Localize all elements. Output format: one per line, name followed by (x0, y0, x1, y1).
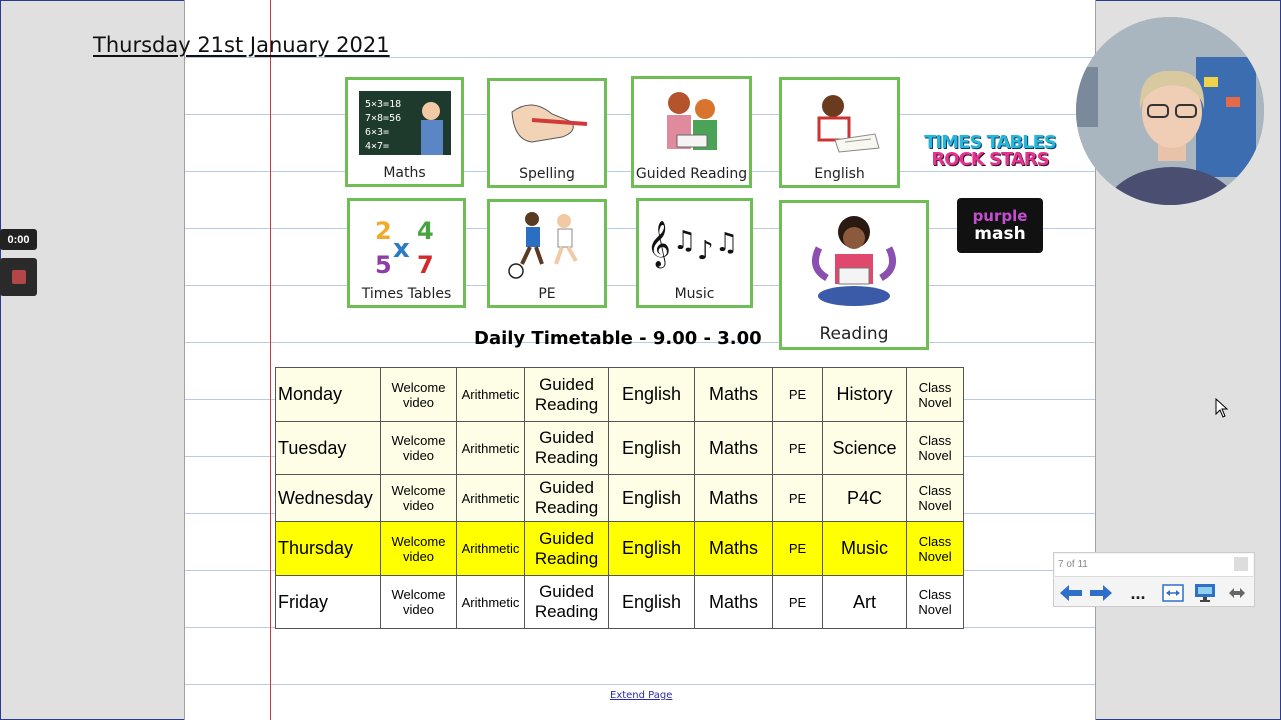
subject-card-pe[interactable] (487, 199, 607, 308)
arrow-right-icon (1088, 584, 1114, 602)
table-row (276, 475, 964, 522)
presenter-video-icon (1076, 17, 1264, 205)
svg-text:2: 2 (374, 216, 392, 245)
subject-label: Spelling (519, 166, 575, 182)
pager-close-box[interactable] (1234, 557, 1248, 571)
subject-label: English (814, 166, 865, 182)
table-cell: Welcome video (381, 522, 457, 576)
table-cell: English (609, 368, 695, 422)
subject-label: Maths (383, 165, 426, 181)
fit-width-button[interactable] (1158, 580, 1188, 606)
table-cell: Welcome video (381, 368, 457, 422)
monitor-icon (1194, 583, 1216, 603)
music-notes-icon (645, 213, 745, 275)
extend-page-link[interactable]: Extend Page (610, 690, 673, 701)
margin-line (270, 0, 271, 720)
table-row (276, 422, 964, 475)
table-cell: Arithmetic (457, 368, 525, 422)
svg-text:♫: ♫ (672, 225, 696, 256)
more-options-label: ... (1130, 582, 1146, 603)
svg-text:4×7=: 4×7= (364, 140, 389, 152)
table-cell: Maths (695, 475, 773, 522)
table-cell: Class Novel (907, 576, 964, 629)
table-cell: Class Novel (907, 475, 964, 522)
previous-page-button[interactable] (1056, 580, 1086, 606)
table-cell: Guided Reading (525, 422, 609, 475)
times-tables-rockstars-logo[interactable] (920, 132, 1060, 170)
table-cell: Art (823, 576, 907, 629)
subject-card-reading[interactable] (779, 200, 929, 350)
purple-mash-line1: purple (972, 206, 1028, 225)
subject-label: Reading (819, 324, 889, 344)
table-cell: Class Novel (907, 422, 964, 475)
table-cell: PE (773, 475, 823, 522)
page-navigator (1053, 552, 1255, 607)
table-cell: PE (773, 368, 823, 422)
day-cell: Wednesday (276, 475, 381, 522)
stop-recording-button[interactable] (0, 258, 37, 296)
more-options-button[interactable] (1122, 580, 1154, 606)
child-writing-icon (795, 90, 885, 156)
subject-card-maths[interactable] (345, 77, 464, 187)
page-title: Thursday 21st January 2021 (93, 33, 390, 57)
children-reading-icon (647, 87, 737, 159)
table-cell: Maths (695, 368, 773, 422)
arrow-left-icon (1058, 584, 1084, 602)
table-cell: P4C (823, 475, 907, 522)
table-cell: History (823, 368, 907, 422)
subject-card-english[interactable] (779, 77, 900, 188)
table-cell: Guided Reading (525, 522, 609, 576)
page-count: 7 of 11 (1058, 559, 1088, 570)
table-cell: Arithmetic (457, 422, 525, 475)
purple-mash-logo[interactable] (957, 198, 1043, 253)
subject-card-spelling[interactable] (487, 78, 607, 188)
table-cell: Arithmetic (457, 576, 525, 629)
next-page-button[interactable] (1086, 580, 1116, 606)
table-cell: English (609, 576, 695, 629)
svg-text:♫: ♫ (714, 227, 738, 258)
svg-text:x: x (392, 233, 410, 264)
table-cell: English (609, 475, 695, 522)
table-cell: Music (823, 522, 907, 576)
maths-blackboard-icon (357, 89, 453, 157)
svg-text:7: 7 (416, 250, 434, 277)
recording-timer (0, 229, 37, 250)
fit-width-icon (1162, 584, 1184, 602)
svg-text:7×8=56: 7×8=56 (364, 112, 401, 124)
svg-text:𝄞: 𝄞 (646, 220, 671, 267)
double-arrow-icon (1228, 587, 1246, 599)
timetable-heading: Daily Timetable - 9.00 - 3.00 (474, 328, 762, 349)
table-cell: Science (823, 422, 907, 475)
webcam-overlay[interactable] (1076, 17, 1264, 205)
table-cell: PE (773, 522, 823, 576)
table-cell: Maths (695, 522, 773, 576)
cursor-arrow-icon (1215, 398, 1229, 418)
table-cell: PE (773, 576, 823, 629)
day-cell: Tuesday (276, 422, 381, 475)
timer-text: 0:00 (7, 233, 30, 246)
table-row (276, 576, 964, 629)
mouse-cursor (1215, 398, 1229, 423)
svg-text:4: 4 (416, 216, 434, 245)
subject-card-times-tables[interactable] (347, 198, 466, 308)
table-cell: Welcome video (381, 422, 457, 475)
ttrs-line1: TIMES TABLES (924, 132, 1056, 153)
svg-text:5: 5 (374, 250, 392, 277)
table-cell: Class Novel (907, 522, 964, 576)
girl-reading-icon (799, 208, 909, 320)
present-screen-button[interactable] (1190, 580, 1220, 606)
table-cell: Welcome video (381, 576, 457, 629)
writing-hand-icon (502, 92, 592, 156)
subject-label: PE (538, 286, 556, 302)
resize-handle[interactable] (1222, 580, 1252, 606)
ttrs-line2: ROCK STARS (931, 149, 1049, 170)
times-tables-numbers-icon (367, 211, 447, 277)
svg-text:6×3=: 6×3= (364, 126, 389, 138)
table-cell: Maths (695, 422, 773, 475)
subject-label: Times Tables (361, 286, 452, 302)
day-cell: Thursday (276, 522, 381, 576)
table-cell: Welcome video (381, 475, 457, 522)
stop-icon (12, 270, 26, 284)
purple-mash-line2: mash (974, 223, 1026, 244)
table-cell: Arithmetic (457, 522, 525, 576)
subject-card-guided-reading[interactable] (631, 76, 752, 188)
table-cell: Guided Reading (525, 368, 609, 422)
day-cell: Friday (276, 576, 381, 629)
table-row-today (276, 522, 964, 576)
subject-label: Guided Reading (635, 166, 748, 182)
svg-text:♪: ♪ (696, 235, 714, 266)
table-cell: Maths (695, 576, 773, 629)
svg-text:5×3=18: 5×3=18 (364, 98, 401, 110)
day-cell: Monday (276, 368, 381, 422)
subject-card-music[interactable] (636, 198, 753, 308)
table-cell: English (609, 522, 695, 576)
daily-timetable (275, 367, 964, 629)
table-row (276, 368, 964, 422)
subject-label: Music (674, 286, 715, 302)
table-cell: English (609, 422, 695, 475)
table-cell: PE (773, 422, 823, 475)
table-cell: Class Novel (907, 368, 964, 422)
table-cell: Guided Reading (525, 576, 609, 629)
table-cell: Guided Reading (525, 475, 609, 522)
table-cell: Arithmetic (457, 475, 525, 522)
children-football-icon (502, 209, 592, 279)
